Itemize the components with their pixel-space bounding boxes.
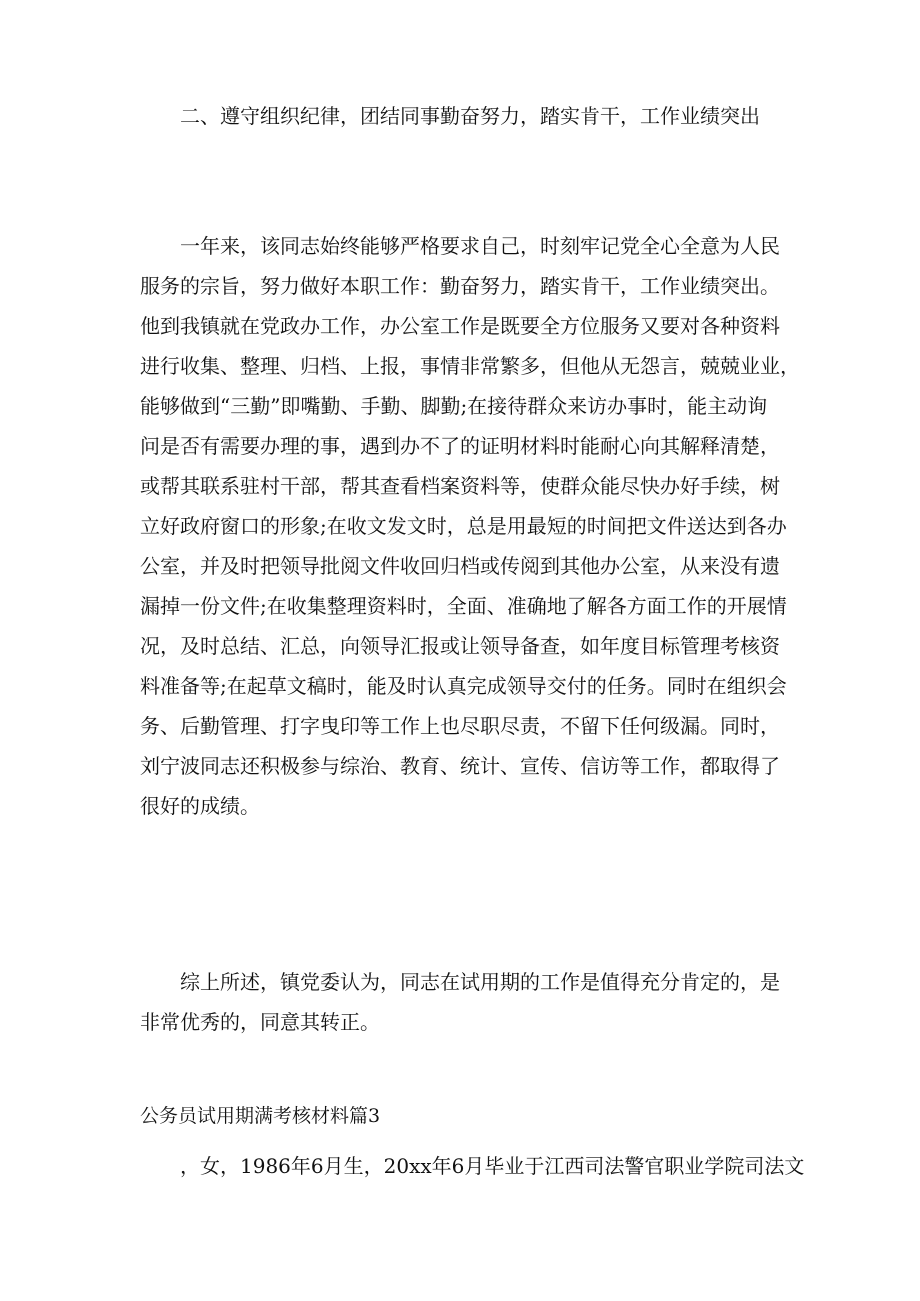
- paragraph-line: 务、后勤管理、打字曳印等工作上也尽职尽责，不留下任何级漏。同时，: [140, 714, 780, 738]
- paragraph-line: 公室，并及时把领导批阅文件收回归档或传阅到其他办公室，从来没有遗: [140, 554, 780, 578]
- paragraph-line: 刘宁波同志还积极参与综治、教育、统计、宣传、信访等工作，都取得了: [140, 754, 780, 778]
- section-title: 公务员试用期满考核材料篇3: [140, 1105, 381, 1127]
- paragraph-line: 问是否有需要办理的事，遇到办不了的证明材料时能耐心向其解释清楚，: [140, 434, 780, 458]
- paragraph-line: 料准备等;在起草文稿时，能及时认真完成领导交付的任务。同时在组织会: [140, 674, 787, 698]
- paragraph-line: 综上所述，镇党委认为，同志在试用期的工作是值得充分肯定的，是: [180, 970, 780, 994]
- paragraph-line: 服务的宗旨，努力做好本职工作：勤奋努力，踏实肯干，工作业绩突出。: [140, 274, 780, 298]
- paragraph-line: ，女，1986年6月生，20xx年6月毕业于江西司法警官职业学院司法文: [180, 1154, 805, 1178]
- paragraph-line: 漏掉一份文件;在收集整理资料时，全面、准确地了解各方面工作的开展情: [140, 594, 787, 618]
- paragraph-line: 进行收集、整理、归档、上报，事情非常繁多，但他从无怨言，兢兢业业，: [140, 354, 800, 378]
- paragraph-line: 一年来，该同志始终能够严格要求自己，时刻牢记党全心全意为人民: [180, 234, 780, 258]
- paragraph-line: 非常优秀的，同意其转正。: [140, 1010, 380, 1034]
- paragraph-line: 能够做到“三勤”即嘴勤、手勤、脚勤;在接待群众来访办事时，能主动询: [140, 394, 768, 418]
- paragraph-line: 或帮其联系驻村干部，帮其查看档案资料等，使群众能尽快办好手续，树: [140, 474, 780, 498]
- paragraph-line: 况，及时总结、汇总，向领导汇报或让领导备查，如年度目标管理考核资: [140, 634, 780, 658]
- paragraph-performance: [140, 226, 800, 826]
- paragraph-line: 立好政府窗口的形象;在收文发文时，总是用最短的时间把文件送达到各办: [140, 514, 787, 538]
- paragraph-line: 他到我镇就在党政办工作，办公室工作是既要全方位服务又要对各种资料: [140, 314, 780, 338]
- paragraph-conclusion: [140, 962, 800, 1042]
- paragraph-line: 很好的成绩。: [140, 794, 260, 818]
- section-heading: 二、遵守组织纪律，团结同事勤奋努力，踏实肯干，工作业绩突出: [180, 104, 760, 128]
- paragraph-intro: [140, 1150, 804, 1182]
